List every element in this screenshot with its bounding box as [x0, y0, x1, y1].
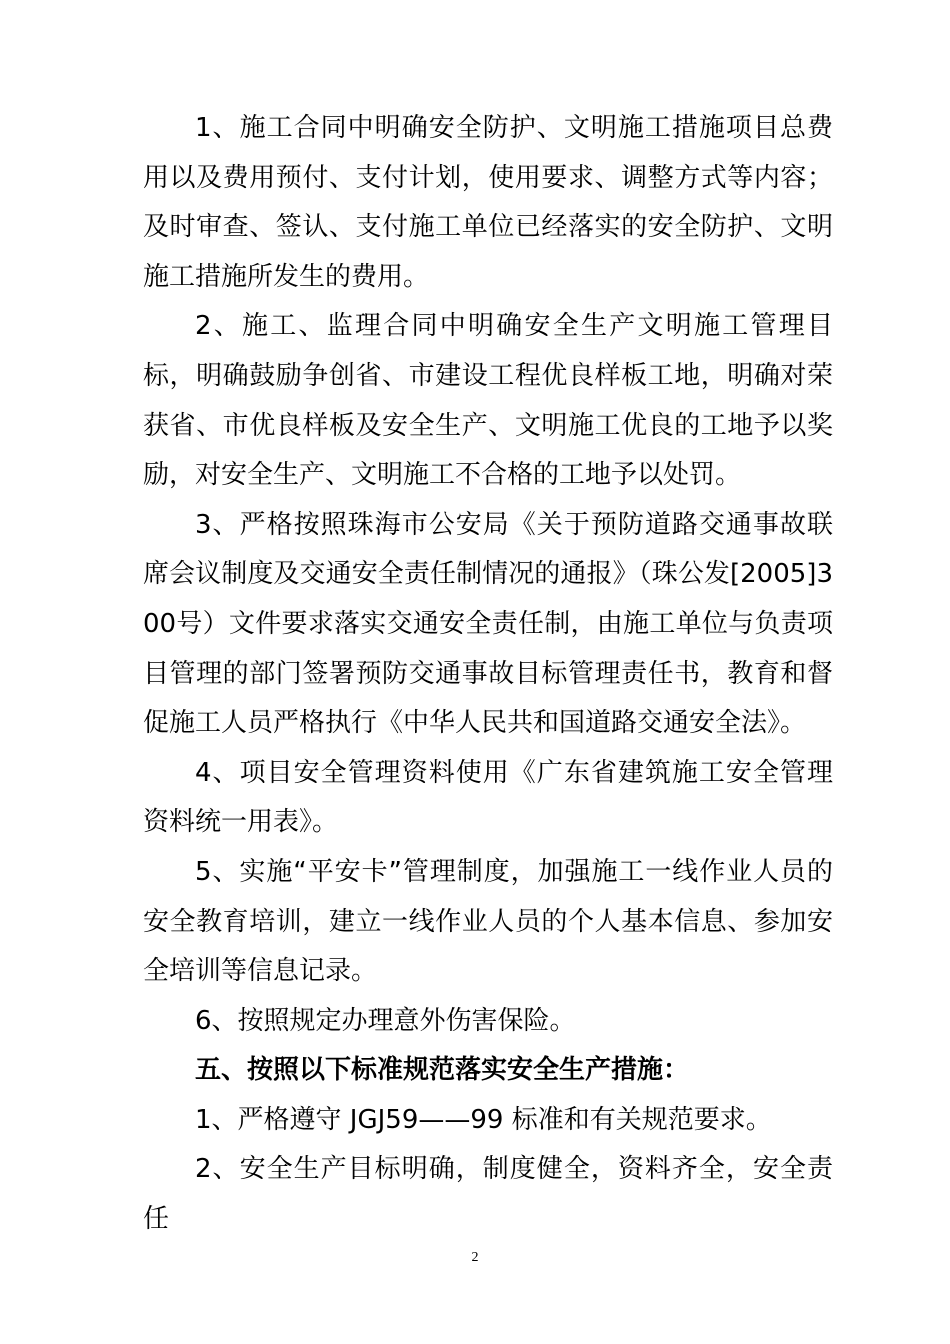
paragraph-6: 6、按照规定办理意外伤害保险。	[195, 1005, 576, 1036]
paragraph-3: 3、严格按照珠海市公安局《关于预防道路交通事故联席会议制度及交通安全责任制情况的通报》（珠公发[2005]300号）文件要求落实交通安全责任制，由施工单位与负责项目管理的部门签署预防交通事故目标管理责任书，教育和督促施工人员严格执行《中华人民共和国道路交通安全法》。	[143, 509, 833, 739]
section-item-1: 1、严格遵守 JGJ59——99 标准和有关规范要求。	[195, 1104, 772, 1135]
paragraph-5: 5、实施“平安卡”管理制度，加强施工一线作业人员的安全教育培训，建立一线作业人员的个人基本信息、参加安全培训等信息记录。	[143, 856, 833, 987]
paragraph-4: 4、项目安全管理资料使用《广东省建筑施工安全管理资料统一用表》。	[143, 757, 833, 838]
section-item-2: 2、安全生产目标明确，制度健全，资料齐全，安全责任	[143, 1154, 833, 1235]
page-number: 2	[471, 1250, 479, 1265]
paragraph-2: 2、施工、监理合同中明确安全生产文明施工管理目标，明确鼓励争创省、市建设工程优良样板工地，明确对荣获省、市优良样板及安全生产、文明施工优良的工地予以奖励，对安全生产、文明施工不合格的工地予以处罚。	[143, 311, 833, 491]
document-body	[143, 104, 833, 1245]
section-heading: 五、按照以下标准规范落实安全生产措施：	[195, 1055, 690, 1086]
paragraph-1: 1、施工合同中明确安全防护、文明施工措施项目总费用以及费用预付、支付计划，使用要求、调整方式等内容；及时审查、签认、支付施工单位已经落实的安全防护、文明施工措施所发生的费用。	[143, 113, 833, 292]
